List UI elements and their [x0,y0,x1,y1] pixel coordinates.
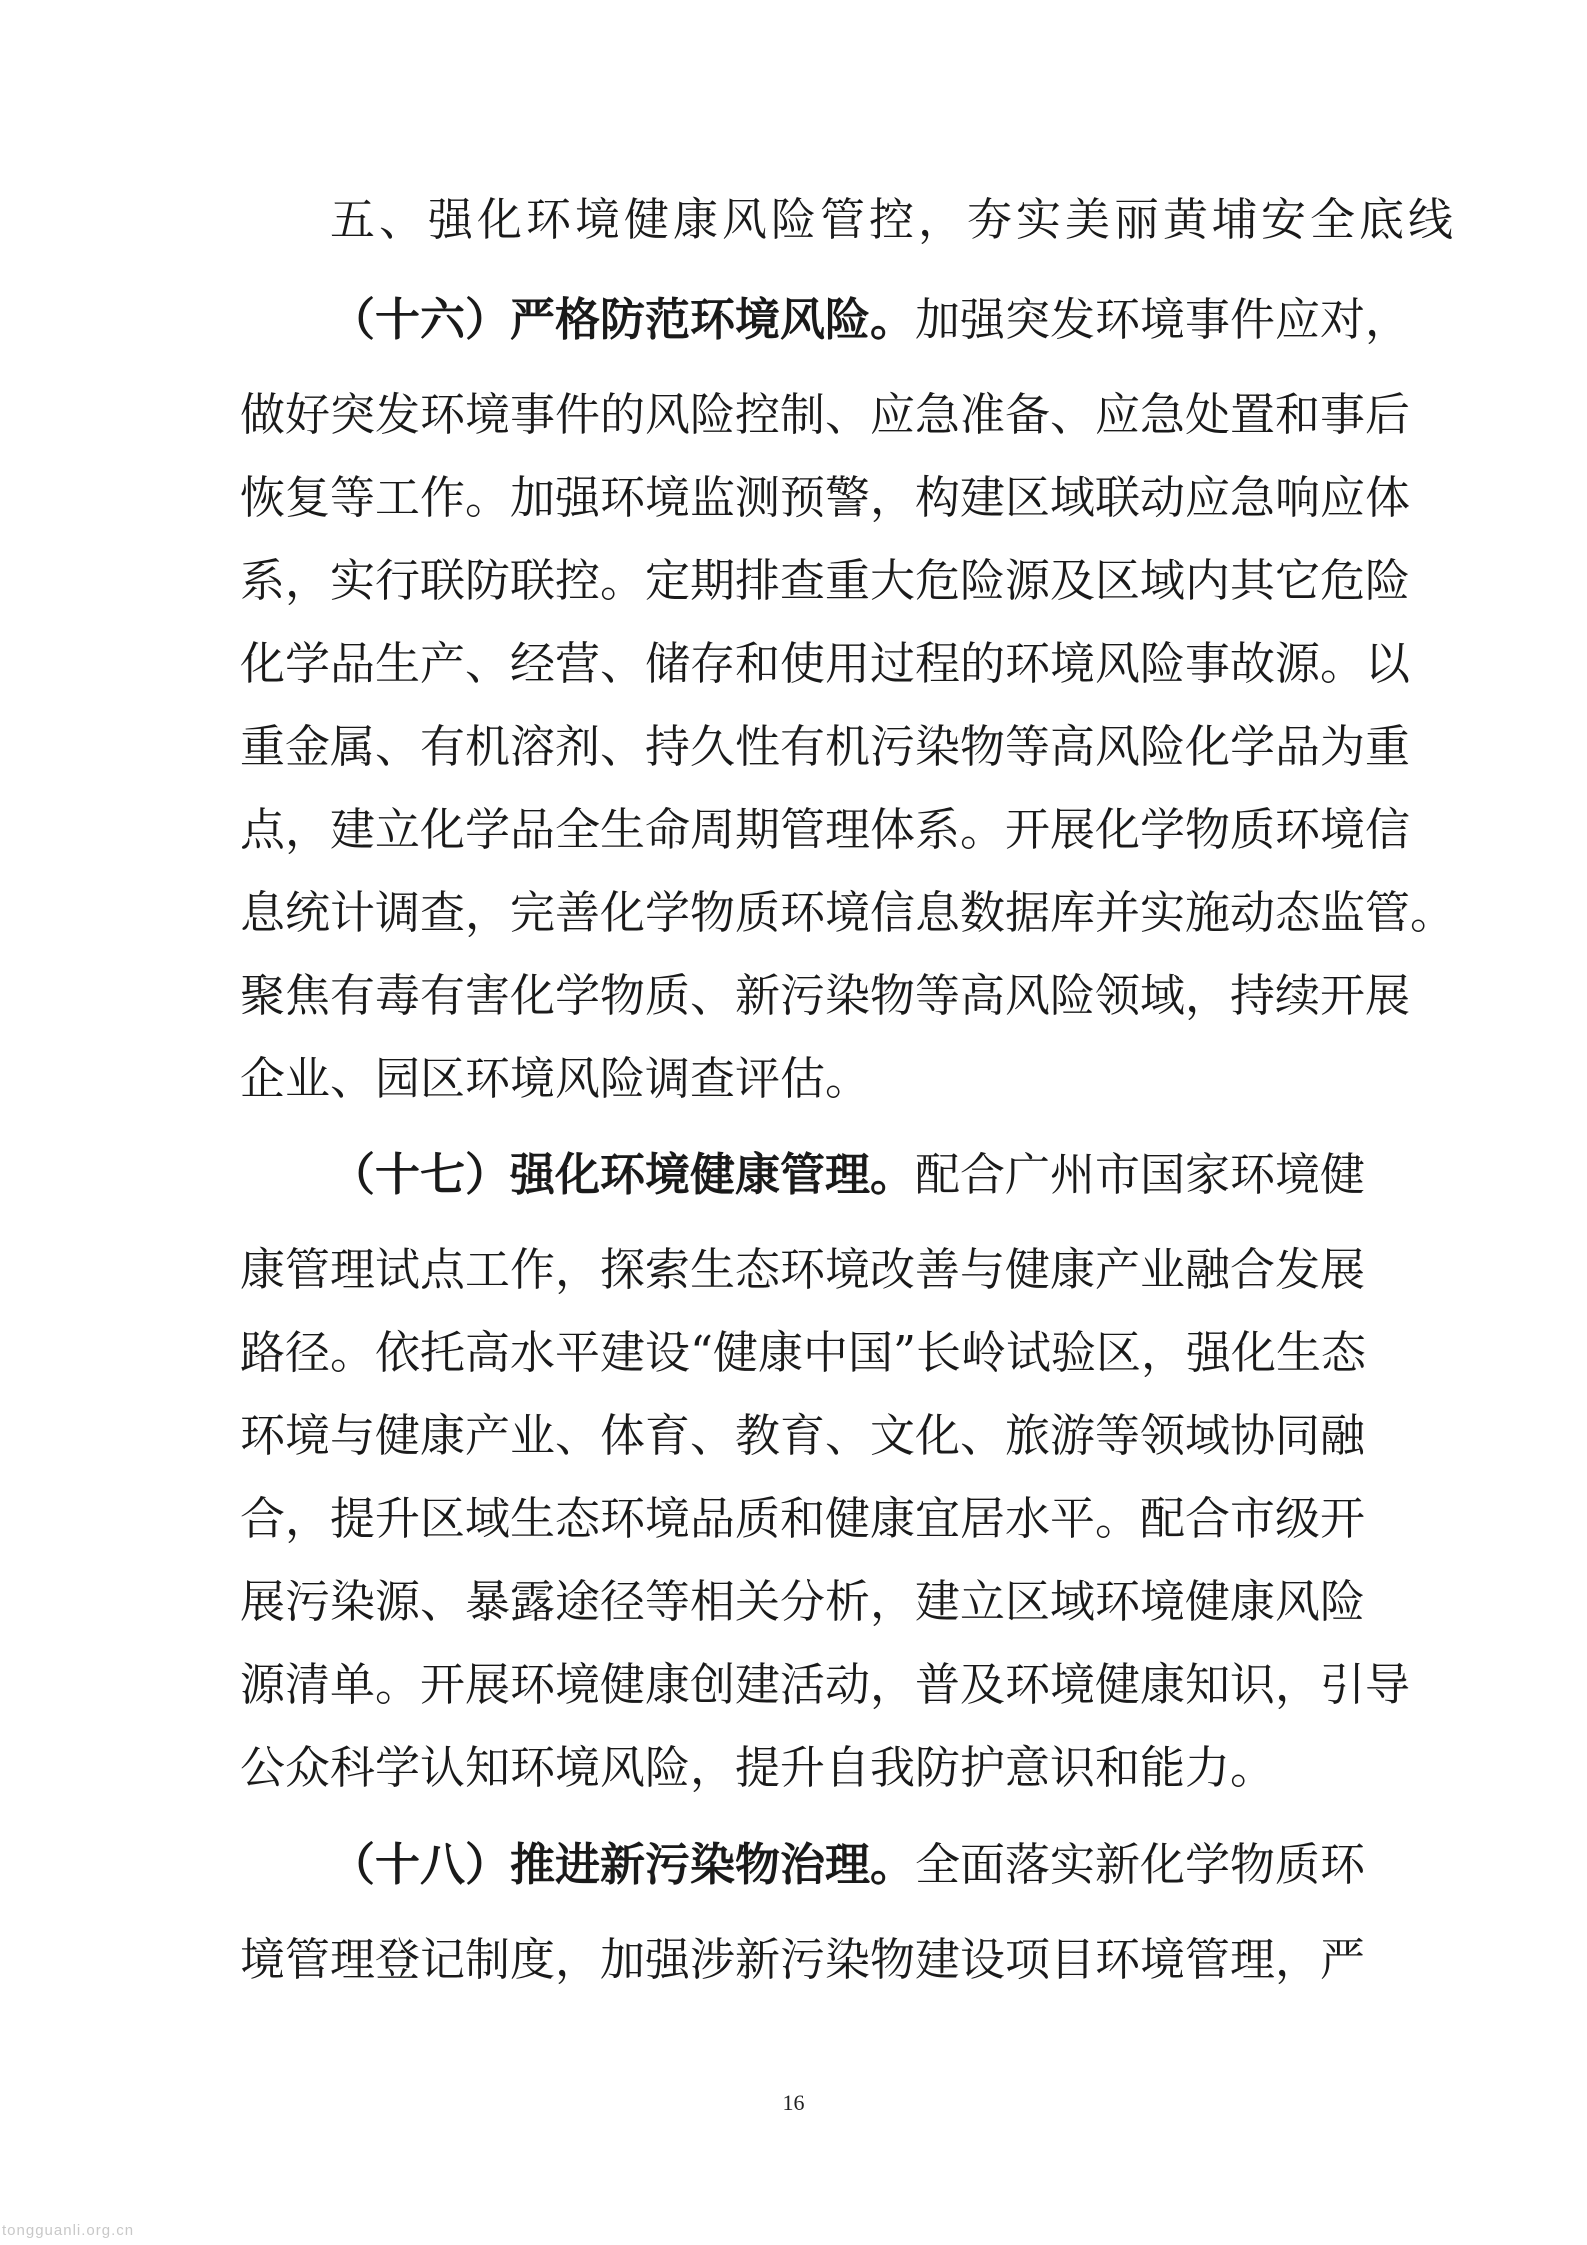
paragraph-17-line-4: 环境与健康产业、体育、教育、文化、旅游等领域协同融 [240,1409,1366,1462]
paragraph-17-line-5: 合，提升区域生态环境品质和健康宜居水平。配合市级开 [240,1492,1366,1545]
paragraph-16-line-7: 点，建立化学品全生命周期管理体系。开展化学物质环境信 [240,803,1411,856]
page-number: 16 [782,2090,805,2115]
paragraph-16-first-line [330,290,1411,350]
paragraph-16-line-5: 化学品生产、经营、储存和使用过程的环境风险事故源。以 [240,637,1411,690]
section-heading: 五、强化环境健康风险管控，夯实美丽黄埔安全底线 [330,193,1458,246]
paragraph-17-label: （十七）强化环境健康管理。 [330,1148,916,1201]
paragraph-17-line-1: 配合广州市国家环境健 [915,1148,1366,1201]
paragraph-16-label: （十六）严格防范环境风险。 [330,293,916,346]
paragraph-16-line-4: 系，实行联防联控。定期排查重大危险源及区域内其它危险 [240,554,1411,607]
paragraph-17-line-6: 展污染源、暴露途径等相关分析，建立区域环境健康风险 [240,1575,1366,1628]
paragraph-17-first-line [330,1145,1366,1205]
paragraph-17-line-8: 公众科学认知环境风险，提升自我防护意识和能力。 [240,1741,1276,1794]
paragraph-17-line-7: 源清单。开展环境健康创建活动，普及环境健康知识，引导 [240,1658,1411,1711]
paragraph-18-label: （十八）推进新污染物治理。 [330,1838,916,1891]
paragraph-16-line-8: 息统计调查，完善化学物质环境信息数据库并实施动态监管。 [240,886,1456,939]
paragraph-17-line-2: 康管理试点工作，探索生态环境改善与健康产业融合发展 [240,1243,1366,1296]
paragraph-18-first-line [330,1835,1366,1895]
paragraph-18-line-2: 境管理登记制度，加强涉新污染物建设项目环境管理，严 [240,1933,1366,1986]
paragraph-16-line-9: 聚焦有毒有害化学物质、新污染物等高风险领域，持续开展 [240,969,1411,1022]
paragraph-18-line-1: 全面落实新化学物质环 [915,1838,1366,1891]
paragraph-17-line-3: 路径。依托高水平建设“健康中国”长岭试验区，强化生态 [240,1326,1367,1379]
paragraph-16-line-10: 企业、园区环境风险调查评估。 [240,1052,871,1105]
watermark: tongguanli.org.cn [2,2222,135,2239]
paragraph-16-line-2: 做好突发环境事件的风险控制、应急准备、应急处置和事后 [240,388,1411,441]
paragraph-16-line-1: 加强突发环境事件应对， [915,293,1411,346]
paragraph-16-line-3: 恢复等工作。加强环境监测预警，构建区域联动应急响应体 [240,471,1411,524]
paragraph-16-line-6: 重金属、有机溶剂、持久性有机污染物等高风险化学品为重 [240,720,1411,773]
